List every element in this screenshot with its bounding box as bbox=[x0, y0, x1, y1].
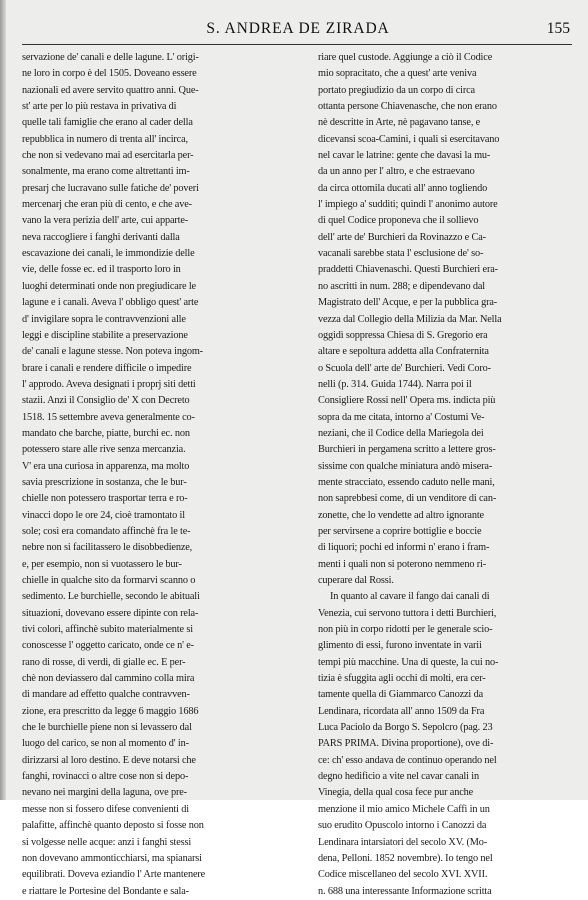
text-line: sissime con qualche miniatura andò misera- bbox=[318, 460, 493, 472]
text-line: situazioni, dovevano essere dipinte con rela- bbox=[22, 607, 199, 619]
text-line: da circa ottomila ducati all' anno togliendo bbox=[318, 182, 488, 194]
text-line: stazii. Anzi il Consiglio de' X con Decreto bbox=[22, 395, 190, 407]
text-line: Lendinara intarsiatori del secolo XV. (Mo- bbox=[318, 836, 488, 848]
text-line: servazione de' canali e delle lagune. L' origi- bbox=[22, 52, 199, 63]
text-line: Vinegia, della qual cosa fece pur anche bbox=[318, 787, 474, 799]
text-line: ce: ch' esso andava de continuo operando nel bbox=[318, 754, 497, 766]
text-line: sole; così era comandato affinchè fra le te- bbox=[22, 525, 191, 537]
text-line: o Scuola dell' arte de' Burchieri. Vedi Coro- bbox=[318, 362, 491, 374]
text-line: cuperare dal Rossi. bbox=[318, 575, 394, 586]
text-line: di liquori; pochi ed informi n' erano i fram- bbox=[318, 542, 490, 554]
text-line: vacanali sarebbe stata l' esclusione de' so- bbox=[318, 248, 484, 260]
text-line: mandato che barche, piatte, burchi ec. non bbox=[22, 427, 190, 439]
text-line: chielle in qualche sito da formarvi scanno o bbox=[22, 575, 196, 586]
text-line: de' canali e lagune stesse. Non poteva ingom- bbox=[22, 346, 203, 358]
header-rule bbox=[22, 44, 572, 45]
text-line: conoscesse l' oggetto caricato, onde ce n' e- bbox=[22, 640, 194, 652]
text-line: savia prescrizione in sostanza, che le bur- bbox=[22, 476, 187, 488]
page-edge-shadow bbox=[0, 0, 6, 800]
text-line: st' arte per lo più restava in privativa di bbox=[22, 101, 177, 113]
text-line: sopra da me citata, intorno a' Costumi Ve- bbox=[318, 411, 485, 423]
text-line: oggidì soppressa Chiesa di S. Gregorio era bbox=[318, 329, 488, 341]
text-line: quelle tali famiglie che erano al cader della bbox=[22, 117, 193, 129]
text-line: non dovevano ammonticchiarsi, ma spianarsi bbox=[22, 852, 202, 864]
text-line: messe non si fossero difese convenienti di bbox=[22, 803, 189, 815]
text-line: nel cavar le latrine: gente che davasi la mu- bbox=[318, 150, 491, 162]
text-line: dicevansi scoa-Camini, i quali si esercitavano bbox=[318, 133, 500, 145]
left-text-column bbox=[22, 50, 274, 900]
text-line: suo erudito Opuscolo intorno i Canozzi da bbox=[318, 820, 487, 832]
page-number: 155 bbox=[546, 20, 570, 37]
text-line: vezza dal Collegio della Milizia da Mar. Nella bbox=[318, 313, 502, 325]
text-line: zione, era prescritto da legge 6 maggio 1686 bbox=[22, 705, 199, 717]
text-line: palafitte, affinchè quanto deposto si fosse non bbox=[22, 820, 204, 832]
text-line: menti i quali non si poterono nemmeno ri- bbox=[318, 558, 487, 570]
text-line: mente stracciato, essendo caduto nelle mani, bbox=[318, 476, 495, 488]
text-line: neziani, che il Codice della Mariegola dei bbox=[318, 427, 484, 439]
text-line: non saprebbesi come, di un venditore di can- bbox=[318, 493, 497, 505]
text-line: fanghi, rovinacci o altre cose non si depo- bbox=[22, 771, 189, 783]
text-line: repubblica in numero di trenta all' incirca, bbox=[22, 133, 188, 145]
text-line: praddetti Chiavenaschi. Questi Burchieri era- bbox=[318, 264, 498, 276]
text-line: l' impiego a' sudditi; quindi l' anonimo autore bbox=[318, 199, 498, 211]
text-line: nè descritte in Arte, nè pagavano tanse, e bbox=[318, 117, 481, 129]
text-line: vano la vera perizia dell' arte, cui apparte- bbox=[22, 215, 189, 227]
text-line: nevano nei margini della laguna, ove pre- bbox=[22, 787, 187, 799]
text-line: da un anno per l' altro, e che estraevano bbox=[318, 166, 475, 178]
text-line: vinacci dopo le ore 24, cioè tramontato il bbox=[22, 509, 185, 521]
text-line: degno hedificio a vite nel cavar canali in bbox=[318, 771, 479, 783]
text-line: leggi e discipline stabilite a preservazione bbox=[22, 329, 188, 341]
text-line: e riattare le Portesine del Bondante e sala- bbox=[22, 885, 189, 897]
text-line: mercenarj che eran più di cento, e che ave- bbox=[22, 199, 192, 211]
text-line: per servirsene a coprire bottiglie e boccie bbox=[318, 525, 482, 537]
text-line: che le burchielle piene non si levassero dal bbox=[22, 722, 192, 734]
text-line: Burchieri in pergamena scritto a lettere gros- bbox=[318, 444, 496, 456]
page-header bbox=[22, 20, 574, 46]
text-line: si volgesse nelle acque: anzi i fanghi stessi bbox=[22, 836, 192, 848]
text-line: vie, delle fosse ec. ed il trasporto loro in bbox=[22, 264, 181, 276]
text-line: dirizzarsi al loro destino. E deve notarsi che bbox=[22, 754, 196, 766]
text-line: nazionali ed avere servito quattro anni. Que- bbox=[22, 84, 199, 96]
text-line: altare e sepoltura addetta alla Confraternita bbox=[318, 346, 489, 358]
text-line: dell' arte de' Burchieri da Rovinazzo e Ca- bbox=[318, 231, 486, 243]
text-line: l' approdo. Aveva designati i proprj siti detti bbox=[22, 378, 196, 390]
text-line: nelli (p. 314. Guida 1744). Narra poi il bbox=[318, 378, 472, 390]
text-line: menzione il mio amico Michele Caffi in un bbox=[318, 803, 490, 815]
text-line: non più in corpo ridotti per le generale scio- bbox=[318, 624, 493, 636]
text-line: brare i canali e rendere difficile o impedire bbox=[22, 362, 192, 374]
text-line: Luca Paciolo da Borgo S. Sepolcro (pag. 23 bbox=[318, 722, 493, 734]
text-line: tempi più macchine. Una di queste, la cui no- bbox=[318, 656, 499, 668]
text-line: Consigliere Rossi nell' Opera ms. indicta più bbox=[318, 395, 496, 407]
text-line: rano di rosse, di verdi, di gialle ec. E per- bbox=[22, 656, 186, 668]
text-line: sonalmente, ma erano come altrettanti im- bbox=[22, 166, 190, 178]
text-line: lagune e i canali. Aveva l' obbligo quest' arte bbox=[22, 297, 199, 309]
text-line: luoghi determinati onde non pregiudicare le bbox=[22, 280, 196, 292]
running-title: S. ANDREA DE ZIRADA bbox=[206, 20, 390, 37]
text-line: portato pregiudizio da un corpo di circa bbox=[318, 84, 475, 96]
text-line: n. 688 una interessante Informazione scritta bbox=[318, 885, 492, 897]
text-line: tizia è sfuggita agli occhi di molti, era cer- bbox=[318, 673, 486, 685]
text-line: presarj che lucravano sulle fatiche de' poveri bbox=[22, 182, 199, 194]
text-line: PARS PRIMA. Divina proportione), ove di- bbox=[318, 738, 494, 750]
text-line: ottanta persone Chiavenasche, che non erano bbox=[318, 101, 497, 113]
text-line: di mandare ad effetto qualche contravven- bbox=[22, 689, 190, 701]
text-line: sedimento. Le burchielle, secondo le abituali bbox=[22, 591, 200, 603]
text-line: d' invigilare sopra le contravvenzioni alle bbox=[22, 313, 186, 325]
text-line: tivi colori, affinchè subito materialmente si bbox=[22, 624, 193, 636]
text-line: zonette, che lo vendette ad altro ignorante bbox=[318, 509, 484, 521]
text-line: dena, Pelloni. 1852 novembre). Io tengo nel bbox=[318, 852, 493, 864]
text-line: 1518. 15 settembre aveva generalmente co- bbox=[22, 411, 195, 423]
text-line: potessero stare alle rive senza mercanzia. bbox=[22, 444, 186, 456]
text-line: chè non deviassero dal cammino colla mira bbox=[22, 673, 195, 685]
text-line: equilibrati. Doveva eziandio l' Arte mantenere bbox=[22, 869, 206, 881]
text-line: no ascritti in num. 288; e dipendevano dal bbox=[318, 280, 485, 292]
text-line: e, per esempio, non si vuotassero le bur- bbox=[22, 558, 182, 570]
text-line: nebre non si facilitassero le disobbedienze, bbox=[22, 542, 193, 554]
text-line: Lendinara, ricordata all' anno 1509 da Fra bbox=[318, 705, 485, 717]
text-line: glimento di essi, furono inventate in varii bbox=[318, 640, 482, 652]
text-line: In quanto al cavare il fango dai canali di bbox=[330, 591, 490, 603]
text-line: tamente quella di Giammarco Canozzi da bbox=[318, 689, 483, 701]
text-line: di quel Codice proponeva che il sollievo bbox=[318, 215, 479, 227]
text-line: chielle non potessero trasportar terra e ro- bbox=[22, 493, 188, 505]
text-line: che non si vedevano mai ad esercitarla per- bbox=[22, 150, 194, 162]
text-line: Magistrato dell' Acque, e per la pubblica gra- bbox=[318, 297, 498, 309]
text-line: escavazione dei canali, le immondizie delle bbox=[22, 248, 195, 260]
text-line: Venezia, cui servono tuttora i detti Burchieri, bbox=[318, 607, 497, 619]
text-line: riare quel custode. Aggiunge a ciò il Codice bbox=[318, 52, 493, 63]
text-line: Codice miscellaneo del secolo XVI. XVII. bbox=[318, 869, 488, 881]
right-text-column bbox=[318, 50, 570, 900]
text-line: ne loro in corpo è del 1505. Doveano essere bbox=[22, 68, 197, 80]
text-line: luogo del carico, se non al momento d' in- bbox=[22, 738, 189, 750]
text-line: mio sopracitato, che a quest' arte veniva bbox=[318, 68, 477, 80]
text-line: V' era una curiosa in apparenza, ma molto bbox=[22, 460, 190, 472]
text-line: neva raccogliere i fanghi derivanti dalla bbox=[22, 231, 180, 243]
